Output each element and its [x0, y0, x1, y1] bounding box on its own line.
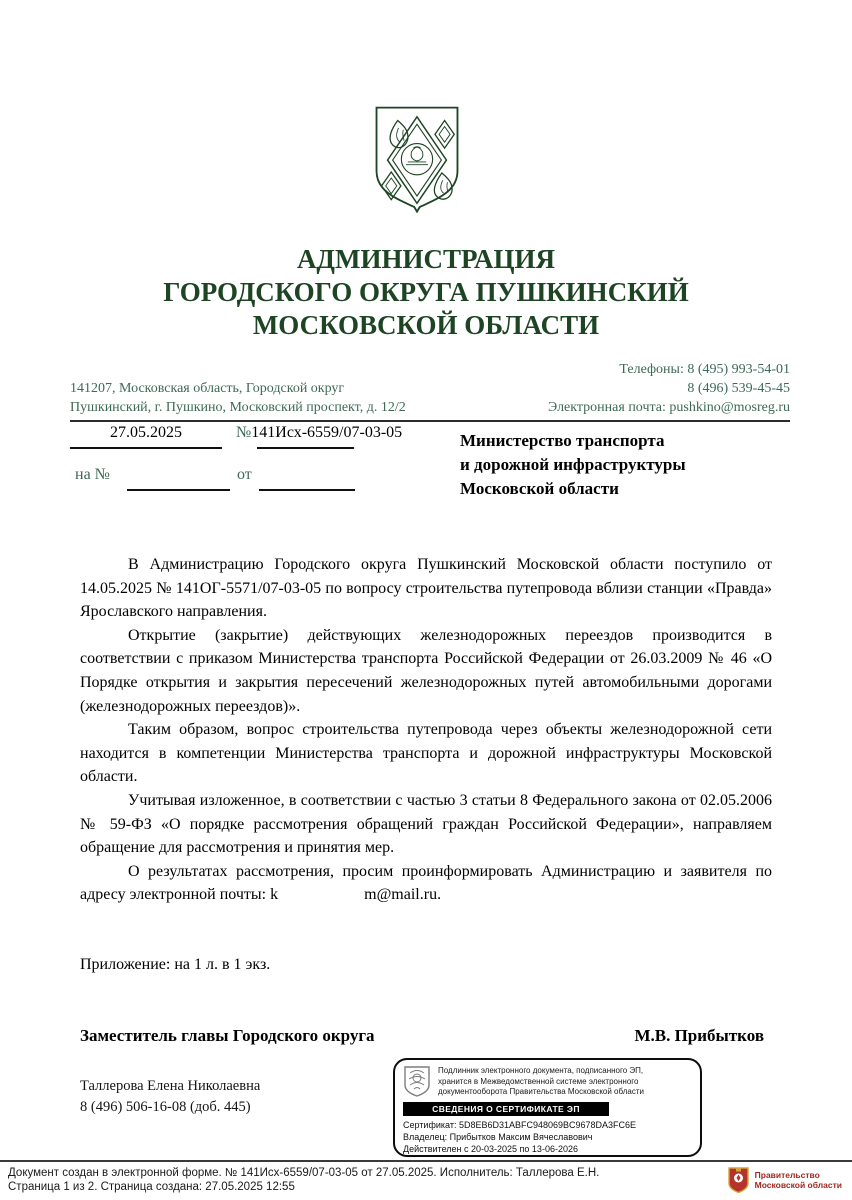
letterhead-title — [0, 243, 852, 342]
address-line: Пушкинский, г. Пушкино, Московский проспект, д. 12/2 — [70, 400, 406, 415]
letterhead-address — [70, 379, 406, 417]
email-sentence-start: О результатах рассмотрения, просим проинформировать Администрацию и заявителя по адресу электронной почты: k — [80, 862, 772, 904]
attachment-note: Приложение: на 1 л. в 1 экз. — [80, 956, 271, 973]
letterhead-title-line: ГОРОДСКОГО ОКРУГА ПУШКИНСКИЙ — [163, 277, 689, 307]
body-paragraph: Учитывая изложенное, в соответствии с частью 3 статьи 8 Федерального закона от 02.05.2006 № 59-ФЗ «О порядке рассмотрения обращений граждан Российской Федерации», направляем обращение для рассмотрения и принятия мер. — [80, 791, 772, 857]
certificate-info-banner: СВЕДЕНИЯ О СЕРТИФИКАТЕ ЭП — [403, 1102, 609, 1116]
certificate-validity: Действителен с 20-03-2025 по 13-06-2026 — [403, 1143, 578, 1154]
certificate-details — [403, 1119, 692, 1155]
addressee-line: и дорожной инфраструктуры — [460, 455, 686, 474]
reply-date-underline — [259, 489, 355, 491]
body-paragraph: Открытие (закрытие) действующих железнодорожных переездов производится в соответствии с приказом Министерства транспорта Российской Федерации от 26.03.2009 № 46 «О Порядке открытия и закрытия пересечений железнодорожных путей автомобильными дорогами (железнодорожных переездов)». — [80, 626, 772, 715]
reply-number-underline — [127, 489, 230, 491]
government-logo — [728, 1167, 842, 1193]
outgoing-number — [236, 424, 402, 442]
letterhead-title-line: МОСКОВСКОЙ ОБЛАСТИ — [252, 310, 600, 340]
letterhead-phones — [548, 360, 790, 417]
outgoing-date: 27.05.2025 — [110, 424, 182, 441]
certificate-owner: Владелец: Прибытков Максим Вячеславович — [403, 1131, 593, 1142]
certificate-number: Сертификат: 5D8EB6D31ABFC948069BC9678DA3FC6E — [403, 1119, 637, 1130]
address-line: 141207, Московская область, Городской округ — [70, 381, 345, 396]
phone-line: Телефоны: 8 (495) 993-54-01 — [619, 362, 790, 377]
letter-body — [80, 553, 772, 907]
footer-meta — [8, 1166, 599, 1194]
signature-row — [80, 1026, 764, 1046]
esignature-stamp — [393, 1058, 702, 1157]
number-underline — [257, 447, 354, 449]
addressee-block — [460, 429, 760, 501]
signer-name: М.В. Прибытков — [634, 1026, 764, 1045]
system-footer — [0, 1160, 852, 1200]
addressee-line: Московской области — [460, 479, 619, 498]
body-paragraph: В Администрацию Городского округа Пушкинский Московской области поступило от 14.05.2025 № 141ОГ-5571/07-03-05 по вопросу строительства путепровода вблизи станции «Правда» Ярославского направления. — [80, 556, 772, 621]
email-line: Электронная почта: pushkino@mosreg.ru — [548, 400, 790, 415]
footer-page-info: Страница 1 из 2. Страница создана: 27.05.2025 12:55 — [8, 1181, 295, 1193]
executor-phone: 8 (496) 506-16-08 (доб. 445) — [80, 1099, 251, 1115]
government-label: Правительство Московской области — [754, 1170, 842, 1190]
stamp-intro-text: Подлинник электронного документа, подписанного ЭП, хранится в Межведомственной системе электронного документооборота Правительства Московской области — [438, 1066, 644, 1096]
executor-name: Таллерова Елена Николаевна — [80, 1078, 261, 1094]
email-sentence-end: m@mail.ru. — [364, 886, 442, 904]
letterhead-contact-band — [70, 360, 790, 422]
phone-line: 8 (496) 539-45-45 — [687, 381, 790, 396]
reply-from-label: от — [237, 466, 252, 483]
moscow-region-crest-icon — [403, 1065, 431, 1097]
executor-block — [80, 1076, 260, 1118]
reply-to-number-label: на № — [75, 466, 110, 483]
outgoing-number-value: 141Исх-6559/07-03-05 — [251, 424, 403, 441]
pushkinsky-coat-of-arms-icon — [371, 101, 463, 221]
moscow-region-government-icon — [728, 1167, 749, 1193]
signer-position: Заместитель главы Городского округа — [80, 1026, 375, 1045]
body-paragraph-email — [80, 860, 772, 907]
stamp-header — [403, 1065, 692, 1098]
body-paragraph: Таким образом, вопрос строительства путепровода через объекты железнодорожной сети находится в компетенции Министерства транспорта и дорожной инфраструктуры Московской области. — [80, 721, 772, 786]
letterhead-title-line: АДМИНИСТРАЦИЯ — [296, 244, 556, 274]
footer-doc-info: Документ создан в электронной форме. № 141Исх-6559/07-03-05 от 27.05.2025. Исполнитель: Таллерова Е.Н. — [8, 1167, 600, 1179]
date-underline — [70, 447, 222, 449]
number-sign-label: № — [236, 424, 252, 441]
addressee-line: Министерство транспорта — [460, 431, 665, 450]
